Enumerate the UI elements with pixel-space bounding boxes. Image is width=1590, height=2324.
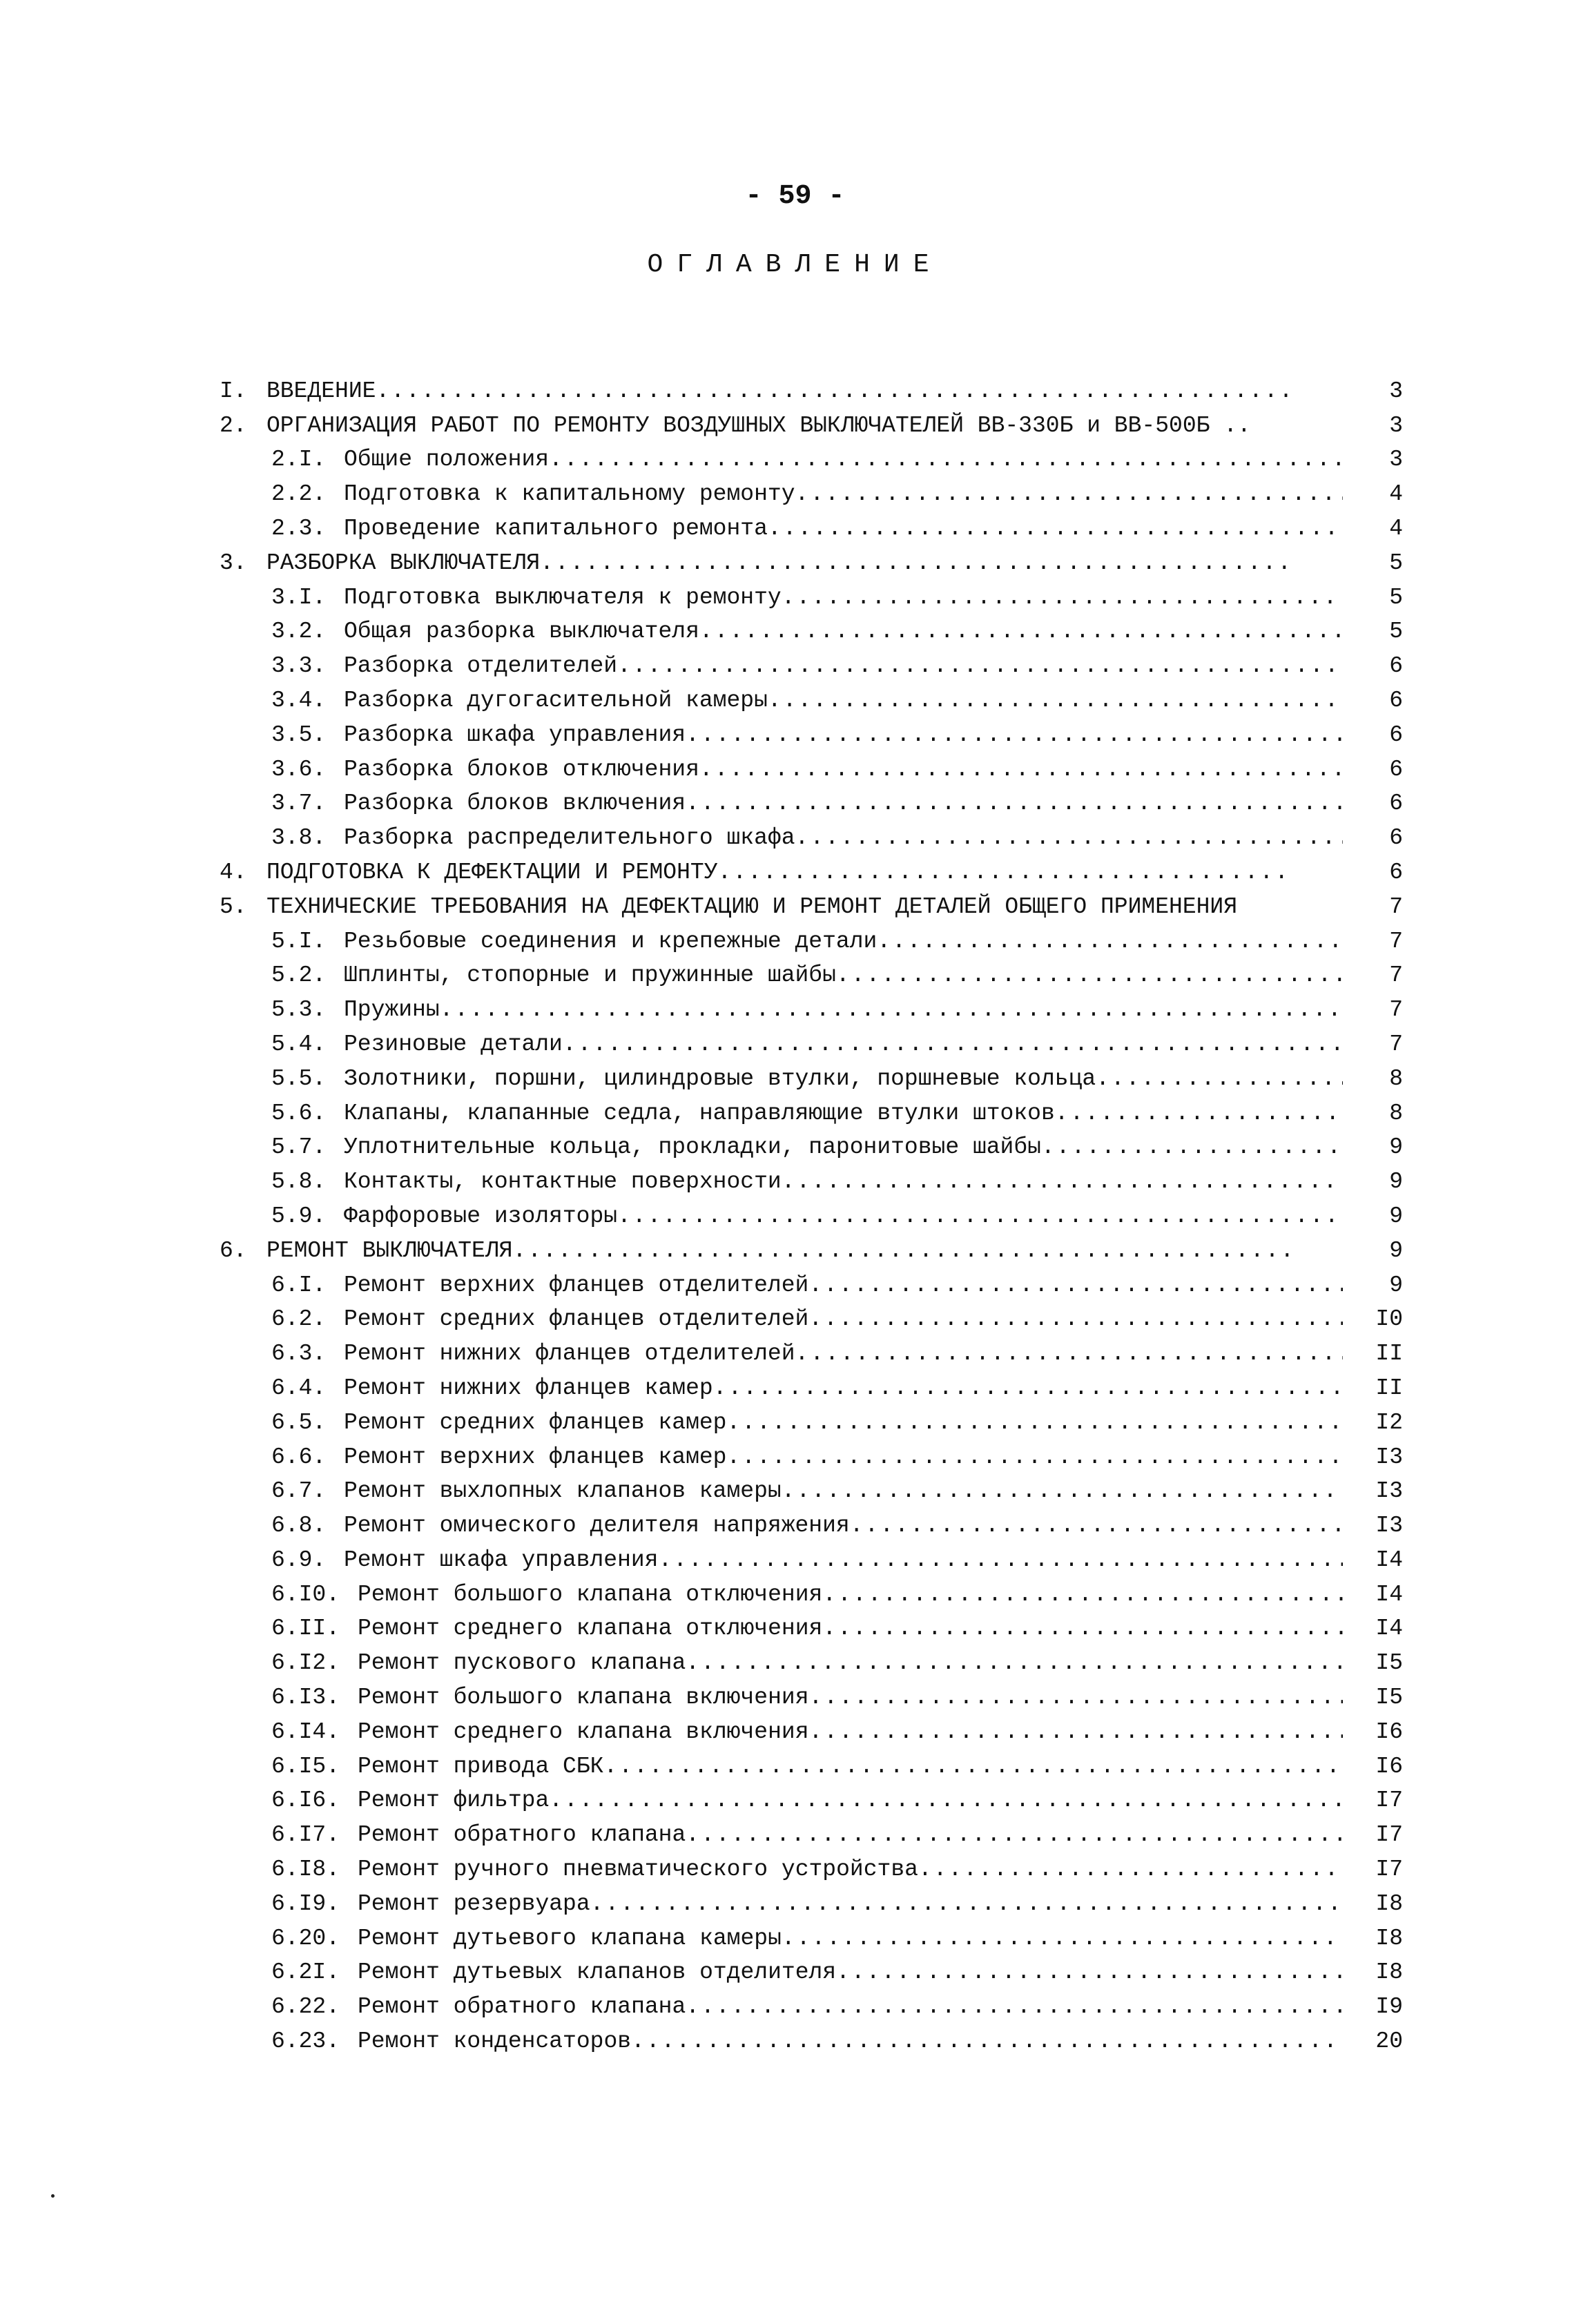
toc-leader-dots xyxy=(877,928,1343,956)
toc-title: Ремонт привода СБК xyxy=(358,1753,604,1779)
toc-number: 3.4. xyxy=(271,687,327,713)
toc-page-number: I3 xyxy=(1375,1444,1403,1470)
toc-page-number: I4 xyxy=(1375,1581,1403,1607)
toc-number: 6.20. xyxy=(271,1925,340,1951)
toc-title: ОРГАНИЗАЦИЯ РАБОТ ПО РЕМОНТУ ВОЗДУШНЫХ ВЫКЛЮЧАТЕЛЕЙ ВВ-330Б и ВВ-500Б .. xyxy=(266,412,1251,438)
toc-subsection xyxy=(220,1781,1407,1815)
toc-title: Ремонт верхних фланцев отделителей xyxy=(344,1272,809,1298)
page-title: ОГЛАВЛЕНИЕ xyxy=(647,250,943,280)
toc-subsection xyxy=(220,921,1407,956)
toc-leader-dots xyxy=(836,962,1343,989)
toc-title: Ремонт ручного пневматического устройства xyxy=(358,1857,918,1883)
toc-subsection xyxy=(220,508,1407,543)
toc-number: 3.7. xyxy=(271,791,327,817)
toc-number: 5.5. xyxy=(271,1065,327,1092)
toc-number: 5.3. xyxy=(271,997,327,1023)
toc-number: 3.2. xyxy=(271,619,327,645)
toc-leader-dots xyxy=(590,1890,1343,1918)
toc-title: Ремонт средних фланцев камер xyxy=(344,1409,727,1435)
toc-page-number: 9 xyxy=(1389,1237,1403,1263)
toc-page-number: 5 xyxy=(1389,584,1403,610)
toc-page-number: II xyxy=(1375,1341,1403,1367)
toc-number: 2. xyxy=(220,412,247,438)
toc-page-number: I9 xyxy=(1375,1994,1403,2020)
toc-page-number: 9 xyxy=(1389,1169,1403,1195)
toc-section xyxy=(220,543,1407,577)
toc-leader-dots xyxy=(686,790,1343,817)
toc-number: 2.3. xyxy=(271,515,327,541)
toc-number: 6.I9. xyxy=(271,1890,340,1917)
toc-title: Разборка блоков отключения xyxy=(344,756,699,782)
toc-leader-dots xyxy=(713,1375,1343,1402)
toc-title: РАЗБОРКА ВЫКЛЮЧАТЕЛЯ xyxy=(266,550,541,576)
toc-leader-dots xyxy=(540,550,1291,577)
toc-title: Уплотнительные кольца, прокладки, паронитовые шайбы xyxy=(344,1134,1041,1161)
toc-subsection xyxy=(220,1333,1407,1368)
toc-subsection xyxy=(220,1540,1407,1574)
toc-title: Фарфоровые изоляторы xyxy=(344,1203,618,1229)
toc-title: Проведение капитального ремонта xyxy=(344,515,768,541)
toc-number: 6.5. xyxy=(271,1409,327,1435)
toc-page-number: 6 xyxy=(1389,653,1403,679)
toc-number: 6.7. xyxy=(271,1478,327,1504)
toc-leader-dots xyxy=(699,618,1343,646)
toc-subsection xyxy=(220,1402,1407,1437)
toc-subsection xyxy=(220,1127,1407,1162)
toc-number: 5.6. xyxy=(271,1100,327,1126)
toc-page-number: 7 xyxy=(1389,893,1403,920)
toc-leader-dots xyxy=(658,1547,1343,1574)
toc-page-number: II xyxy=(1375,1375,1403,1401)
toc-number: 3.3. xyxy=(271,653,327,679)
toc-leader-dots xyxy=(768,687,1343,715)
toc-number: 6.I5. xyxy=(271,1753,340,1779)
toc-page-number: I3 xyxy=(1375,1513,1403,1539)
toc-page-number: 6 xyxy=(1389,687,1403,713)
toc-subsection xyxy=(220,956,1407,990)
toc-title: Разборка дугогасительной камеры xyxy=(344,687,768,713)
toc-leader-dots xyxy=(686,1993,1343,2021)
toc-section xyxy=(220,371,1407,405)
toc-title: Пружины xyxy=(344,997,440,1023)
toc-subsection xyxy=(220,1265,1407,1299)
toc-title: Общая разборка выключателя xyxy=(344,619,699,645)
toc-number: 6.8. xyxy=(271,1513,327,1539)
toc-number: 5.8. xyxy=(271,1169,327,1195)
toc-leader-dots xyxy=(1041,1134,1343,1161)
toc-number: 6.3. xyxy=(271,1341,327,1367)
toc-subsection xyxy=(220,1918,1407,1953)
toc-subsection xyxy=(220,715,1407,749)
toc-leader-dots xyxy=(603,1753,1343,1781)
toc-page-number: 4 xyxy=(1389,515,1403,541)
toc-subsection xyxy=(220,1093,1407,1127)
toc-title: Ремонт обратного клапана xyxy=(358,1994,686,2020)
toc-leader-dots xyxy=(808,1306,1343,1333)
toc-leader-dots xyxy=(782,1478,1343,1505)
toc-title: Шплинты, стопорные и пружинные шайбы xyxy=(344,962,836,989)
toc-title: ТЕХНИЧЕСКИЕ ТРЕБОВАНИЯ НА ДЕФЕКТАЦИЮ И РЕМОНТ ДЕТАЛЕЙ ОБЩЕГО ПРИМЕНЕНИЯ xyxy=(266,893,1238,920)
toc-leader-dots xyxy=(918,1856,1343,1884)
toc-title: Разборка блоков включения xyxy=(344,791,686,817)
toc-page-number: 6 xyxy=(1389,722,1403,748)
toc-title: Ремонт обратного клапана xyxy=(358,1822,686,1848)
toc-title: Ремонт пускового клапана xyxy=(358,1650,686,1676)
toc-number: 6.4. xyxy=(271,1375,327,1401)
toc-subsection xyxy=(220,1643,1407,1677)
toc-title: Ремонт конденсаторов xyxy=(358,2028,632,2055)
toc-page-number: I4 xyxy=(1375,1547,1403,1573)
toc-page-number: I8 xyxy=(1375,1890,1403,1917)
toc-section xyxy=(220,852,1407,887)
toc-number: 6.I0. xyxy=(271,1581,340,1607)
toc-title: Разборка распределительного шкафа xyxy=(344,825,795,851)
toc-subsection xyxy=(220,1299,1407,1334)
toc-number: 6.2I. xyxy=(271,1959,340,1986)
toc-page-number: 5 xyxy=(1389,619,1403,645)
toc-title: Общие положения xyxy=(344,447,550,473)
toc-page-number: 7 xyxy=(1389,1031,1403,1057)
toc-page-number: I7 xyxy=(1375,1788,1403,1814)
toc-subsection xyxy=(220,1746,1407,1781)
toc-number: 3.6. xyxy=(271,756,327,782)
toc-page-number: 9 xyxy=(1389,1272,1403,1298)
toc-subsection xyxy=(220,1814,1407,1849)
toc-subsection xyxy=(220,1161,1407,1196)
toc-subsection xyxy=(220,440,1407,474)
toc-subsection xyxy=(220,646,1407,680)
toc-subsection xyxy=(220,474,1407,508)
toc-leader-dots xyxy=(440,996,1343,1024)
toc-page-number: 3 xyxy=(1389,412,1403,438)
toc-number: 6.9. xyxy=(271,1547,327,1573)
toc-page-number: 7 xyxy=(1389,928,1403,954)
toc-subsection xyxy=(220,1368,1407,1402)
toc-leader-dots xyxy=(686,1821,1343,1849)
toc-page-number: I6 xyxy=(1375,1753,1403,1779)
toc-leader-dots xyxy=(563,1031,1343,1058)
toc-title: Резьбовые соединения и крепежные детали xyxy=(344,928,878,954)
toc-title: Подготовка выключателя к ремонту xyxy=(344,584,782,610)
toc-number: 4. xyxy=(220,859,247,885)
toc-leader-dots xyxy=(822,1581,1343,1609)
toc-subsection xyxy=(220,1471,1407,1506)
toc-page-number: I4 xyxy=(1375,1616,1403,1642)
toc-title: Разборка шкафа управления xyxy=(344,722,686,748)
toc-subsection xyxy=(220,1609,1407,1643)
toc-leader-dots xyxy=(727,1409,1344,1437)
toc-page-number: 6 xyxy=(1389,825,1403,851)
toc-leader-dots xyxy=(1055,1100,1343,1127)
toc-leader-dots xyxy=(809,1684,1343,1712)
toc-title: Ремонт большого клапана включения xyxy=(358,1685,809,1711)
toc-subsection xyxy=(220,1058,1407,1093)
toc-page-number: 4 xyxy=(1389,481,1403,507)
toc-leader-dots xyxy=(686,1649,1343,1677)
toc-page-number: I7 xyxy=(1375,1822,1403,1848)
toc-leader-dots xyxy=(782,1168,1343,1196)
toc-leader-dots xyxy=(795,481,1343,508)
toc-subsection xyxy=(220,1196,1407,1230)
toc-subsection xyxy=(220,989,1407,1024)
toc-page-number: 3 xyxy=(1389,447,1403,473)
toc-number: 6.2. xyxy=(271,1306,327,1333)
toc-subsection xyxy=(220,749,1407,784)
toc-leader-dots xyxy=(376,378,1291,405)
toc-number: 2.2. xyxy=(271,481,327,507)
toc-leader-dots xyxy=(686,722,1343,749)
stray-mark xyxy=(51,2194,55,2198)
toc-subsection xyxy=(220,577,1407,612)
toc-title: Ремонт среднего клапана отключения xyxy=(358,1616,823,1642)
toc-subsection xyxy=(220,1574,1407,1609)
toc-subsection xyxy=(220,817,1407,852)
toc-title: ПОДГОТОВКА К ДЕФЕКТАЦИИ И РЕМОНТУ xyxy=(266,859,718,885)
toc-title: Ремонт среднего клапана включения xyxy=(358,1718,809,1745)
toc-leader-dots xyxy=(549,1787,1343,1814)
toc-page-number: 9 xyxy=(1389,1203,1403,1229)
toc-number: 5.4. xyxy=(271,1031,327,1057)
toc-number: 3.8. xyxy=(271,825,327,851)
toc-page-number: I8 xyxy=(1375,1925,1403,1951)
toc-title: Ремонт шкафа управления xyxy=(344,1547,659,1573)
toc-leader-dots xyxy=(631,2028,1343,2055)
toc-number: 6.I. xyxy=(271,1272,327,1298)
toc-title: РЕМОНТ ВЫКЛЮЧАТЕЛЯ xyxy=(266,1237,513,1263)
toc-title: Клапаны, клапанные седла, направляющие втулки штоков xyxy=(344,1100,1055,1126)
toc-page-number: 7 xyxy=(1389,997,1403,1023)
toc-page-number: I2 xyxy=(1375,1409,1403,1435)
toc-number: 6.6. xyxy=(271,1444,327,1470)
toc-section xyxy=(220,887,1407,921)
toc-subsection xyxy=(220,1024,1407,1058)
toc-page-number: 20 xyxy=(1375,2028,1403,2055)
toc-title: Ремонт омического делителя напряжения xyxy=(344,1513,850,1539)
toc-number: 6.22. xyxy=(271,1994,340,2020)
toc-number: 3.5. xyxy=(271,722,327,748)
toc-page-number: 6 xyxy=(1389,859,1403,885)
toc-page-number: 6 xyxy=(1389,756,1403,782)
toc-title: Ремонт верхних фланцев камер xyxy=(344,1444,727,1470)
toc-page-number: I3 xyxy=(1375,1478,1403,1504)
toc-title: Ремонт большого клапана отключения xyxy=(358,1581,823,1607)
toc-page-number: I8 xyxy=(1375,1959,1403,1986)
toc-leader-dots xyxy=(782,584,1343,612)
toc-page-number: 8 xyxy=(1389,1065,1403,1092)
toc-leader-dots xyxy=(549,446,1343,474)
toc-title: Ремонт нижних фланцев отделителей xyxy=(344,1341,795,1367)
table-of-contents xyxy=(220,371,1407,2055)
toc-number: 5.2. xyxy=(271,962,327,989)
toc-number: 5.7. xyxy=(271,1134,327,1161)
toc-leader-dots xyxy=(699,756,1343,784)
toc-number: 3.I. xyxy=(271,584,327,610)
toc-number: 6.I7. xyxy=(271,1822,340,1848)
page-number: - 59 - xyxy=(745,181,845,212)
toc-leader-dots xyxy=(768,515,1343,543)
toc-subsection xyxy=(220,1505,1407,1540)
toc-title: Контакты, контактные поверхности xyxy=(344,1169,782,1195)
toc-number: 6.23. xyxy=(271,2028,340,2055)
toc-page-number: 5 xyxy=(1389,550,1403,576)
toc-subsection xyxy=(220,1953,1407,1987)
toc-title: Подготовка к капитальному ремонту xyxy=(344,481,795,507)
toc-title: Ремонт нижних фланцев камер xyxy=(344,1375,713,1401)
toc-subsection xyxy=(220,1986,1407,2021)
toc-number: 6.II. xyxy=(271,1616,340,1642)
toc-title: Резиновые детали xyxy=(344,1031,563,1057)
toc-leader-dots xyxy=(617,652,1343,680)
toc-title: Ремонт резервуара xyxy=(358,1890,590,1917)
toc-number: 6.I2. xyxy=(271,1650,340,1676)
toc-number: 5.I. xyxy=(271,928,327,954)
toc-title: Разборка отделителей xyxy=(344,653,618,679)
toc-page-number: 9 xyxy=(1389,1134,1403,1161)
toc-leader-dots xyxy=(617,1203,1343,1230)
toc-subsection xyxy=(220,1437,1407,1471)
toc-page-number: 8 xyxy=(1389,1100,1403,1126)
toc-leader-dots xyxy=(808,1272,1343,1299)
toc-subsection xyxy=(220,784,1407,818)
toc-subsection xyxy=(220,1884,1407,1918)
toc-leader-dots xyxy=(795,1340,1343,1368)
toc-section xyxy=(220,405,1407,440)
toc-section xyxy=(220,1230,1407,1265)
toc-subsection xyxy=(220,1712,1407,1746)
toc-title: Ремонт дутьевых клапанов отделителя xyxy=(358,1959,837,1986)
toc-title: ВВЕДЕНИЕ xyxy=(266,378,376,404)
toc-page-number: I0 xyxy=(1375,1306,1403,1333)
toc-page-number: I5 xyxy=(1375,1650,1403,1676)
toc-leader-dots xyxy=(822,1615,1343,1643)
toc-leader-dots xyxy=(836,1959,1343,1986)
toc-leader-dots xyxy=(727,1444,1344,1471)
toc-leader-dots xyxy=(512,1237,1291,1265)
toc-subsection xyxy=(220,680,1407,715)
toc-title: Ремонт дутьевого клапана камеры xyxy=(358,1925,782,1951)
toc-number: 6.I8. xyxy=(271,1857,340,1883)
toc-subsection xyxy=(220,1677,1407,1712)
toc-number: 6.I6. xyxy=(271,1788,340,1814)
toc-number: I. xyxy=(220,378,247,404)
toc-page-number: I5 xyxy=(1375,1685,1403,1711)
toc-page-number: 6 xyxy=(1389,791,1403,817)
toc-title: Ремонт средних фланцев отделителей xyxy=(344,1306,809,1333)
toc-page-number: I6 xyxy=(1375,1718,1403,1745)
toc-leader-dots xyxy=(809,1718,1343,1746)
toc-number: 3. xyxy=(220,550,247,576)
toc-title: Золотники, поршни, цилиндровые втулки, поршневые кольца xyxy=(344,1065,1096,1092)
toc-title: Ремонт выхлопных клапанов камеры xyxy=(344,1478,782,1504)
toc-number: 5. xyxy=(220,893,247,920)
toc-leader-dots xyxy=(795,824,1343,852)
toc-number: 6. xyxy=(220,1237,247,1263)
toc-subsection xyxy=(220,612,1407,646)
toc-number: 6.I3. xyxy=(271,1685,340,1711)
toc-page-number: 3 xyxy=(1389,378,1403,404)
toc-page-number: I7 xyxy=(1375,1857,1403,1883)
toc-subsection xyxy=(220,1849,1407,1884)
toc-number: 5.9. xyxy=(271,1203,327,1229)
toc-number: 2.I. xyxy=(271,447,327,473)
toc-number: 6.I4. xyxy=(271,1718,340,1745)
toc-leader-dots xyxy=(782,1925,1343,1953)
toc-page-number: 7 xyxy=(1389,962,1403,989)
toc-title: Ремонт фильтра xyxy=(358,1788,550,1814)
toc-leader-dots xyxy=(1096,1065,1343,1093)
toc-leader-dots xyxy=(850,1512,1343,1540)
toc-subsection xyxy=(220,2021,1407,2055)
toc-leader-dots xyxy=(718,859,1291,887)
